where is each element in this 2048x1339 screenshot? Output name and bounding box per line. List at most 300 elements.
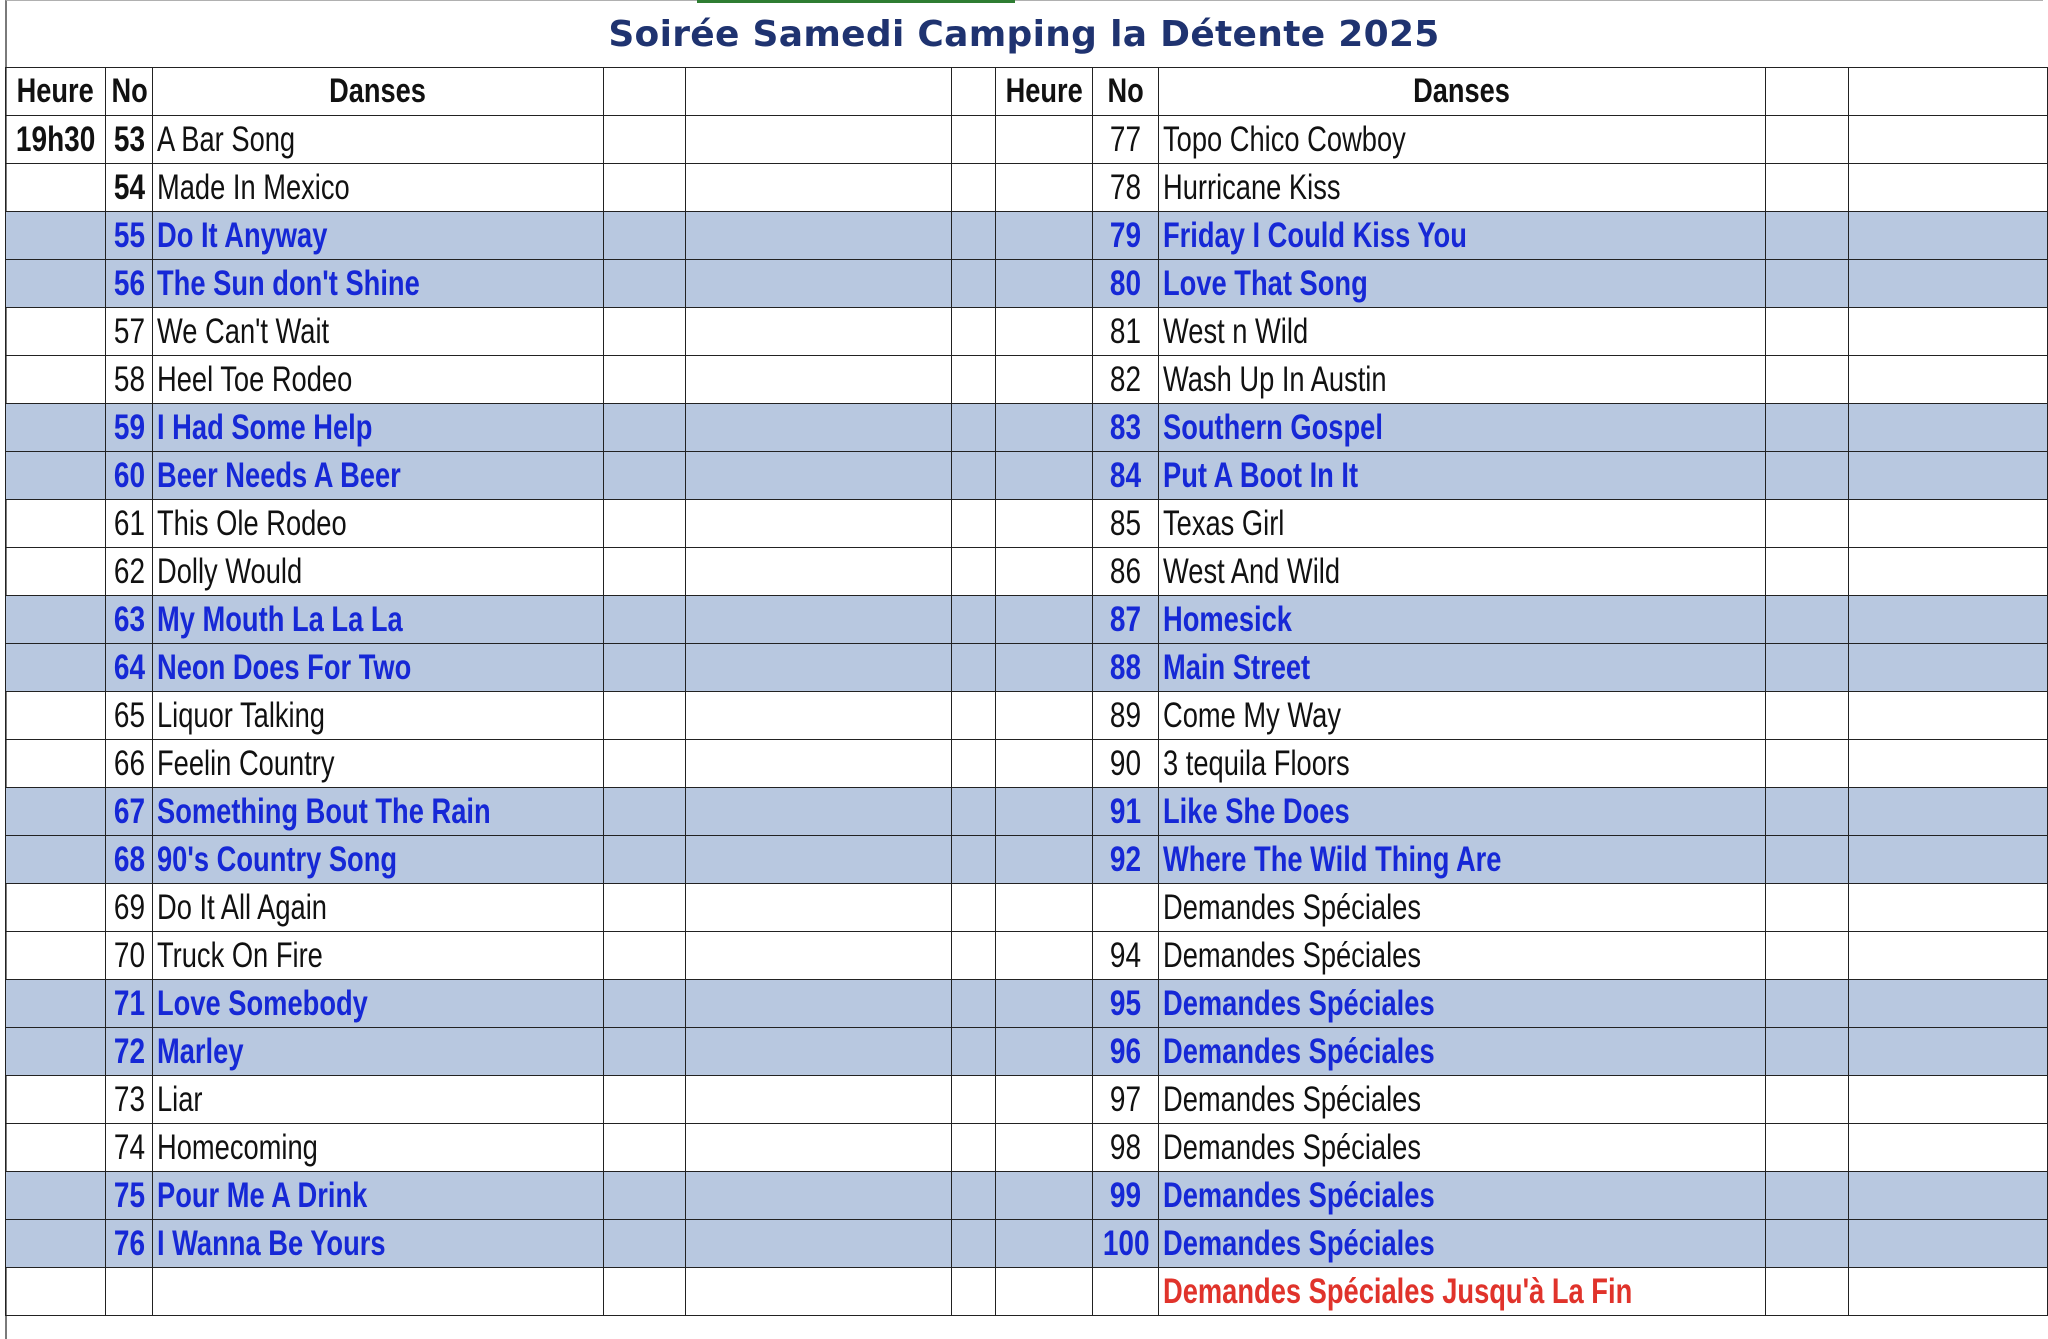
blank-cell[interactable] — [1765, 548, 1848, 596]
number-cell-right[interactable]: 82 — [1093, 356, 1159, 404]
blank-cell[interactable] — [603, 452, 685, 500]
gap-cell[interactable] — [952, 1220, 996, 1268]
time-cell-left[interactable] — [6, 308, 106, 356]
blank-cell[interactable] — [1848, 500, 2047, 548]
blank-cell[interactable] — [686, 1268, 952, 1316]
number-cell-right[interactable]: 90 — [1093, 740, 1159, 788]
time-cell-left[interactable] — [6, 1076, 106, 1124]
blank-cell[interactable] — [1765, 644, 1848, 692]
gap-cell[interactable] — [952, 836, 996, 884]
number-cell-left[interactable]: 73 — [106, 1076, 153, 1124]
header-no-left: No — [106, 68, 153, 116]
time-cell-left[interactable] — [6, 692, 106, 740]
number-cell-left[interactable]: 75 — [106, 1172, 153, 1220]
dance-cell-right[interactable]: Southern Gospel — [1159, 404, 1766, 452]
time-cell-right[interactable] — [995, 1076, 1092, 1124]
blank-cell[interactable] — [1848, 644, 2047, 692]
time-cell-left[interactable] — [6, 740, 106, 788]
blank-cell[interactable] — [1848, 1268, 2047, 1316]
blank-cell[interactable] — [603, 980, 685, 1028]
time-cell-right[interactable] — [995, 884, 1092, 932]
blank-cell[interactable] — [1848, 1076, 2047, 1124]
blank-cell[interactable] — [1765, 116, 1848, 164]
number-cell-left[interactable]: 64 — [106, 644, 153, 692]
header-no-right: No — [1093, 68, 1159, 116]
dance-cell-right[interactable]: Demandes Spéciales — [1159, 1028, 1766, 1076]
gap-cell[interactable] — [952, 308, 996, 356]
blank-cell[interactable] — [686, 548, 952, 596]
blank-cell[interactable] — [1848, 1220, 2047, 1268]
number-cell-right[interactable]: 79 — [1093, 212, 1159, 260]
time-cell-right[interactable] — [995, 404, 1092, 452]
table-row — [6, 740, 2048, 788]
dance-cell-right[interactable]: Put A Boot In It — [1159, 452, 1766, 500]
blank-cell[interactable] — [1765, 1028, 1848, 1076]
time-cell-right[interactable] — [995, 116, 1092, 164]
gap-cell[interactable] — [952, 1124, 996, 1172]
gap-cell[interactable] — [952, 596, 996, 644]
blank-cell[interactable] — [1765, 404, 1848, 452]
time-cell-left[interactable] — [6, 644, 106, 692]
gap-cell[interactable] — [952, 452, 996, 500]
time-cell-left[interactable] — [6, 884, 106, 932]
blank-cell[interactable] — [1848, 1028, 2047, 1076]
gap-cell[interactable] — [952, 212, 996, 260]
number-cell-left[interactable]: 60 — [106, 452, 153, 500]
dance-cell-left[interactable]: I Had Some Help — [153, 404, 604, 452]
dance-cell-right[interactable]: Homesick — [1159, 596, 1766, 644]
dance-cell-left[interactable]: Do It All Again — [153, 884, 604, 932]
time-cell-right[interactable] — [995, 500, 1092, 548]
number-cell-right[interactable]: 77 — [1093, 116, 1159, 164]
gap-cell[interactable] — [952, 1076, 996, 1124]
dance-cell-left[interactable]: Made In Mexico — [153, 164, 604, 212]
blank-cell[interactable] — [603, 116, 685, 164]
time-cell-left[interactable] — [6, 596, 106, 644]
number-cell-left[interactable]: 68 — [106, 836, 153, 884]
number-cell-left[interactable]: 61 — [106, 500, 153, 548]
table-row — [6, 788, 2048, 836]
dance-cell-right[interactable]: West n Wild — [1159, 308, 1766, 356]
gap-cell[interactable] — [952, 788, 996, 836]
blank-cell[interactable] — [1848, 740, 2047, 788]
table-row — [6, 884, 2048, 932]
blank-cell[interactable] — [603, 212, 685, 260]
dance-cell-left[interactable]: Liquor Talking — [153, 692, 604, 740]
time-cell-left[interactable] — [6, 452, 106, 500]
blank-cell[interactable] — [1848, 308, 2047, 356]
blank-cell[interactable] — [603, 788, 685, 836]
blank-cell[interactable] — [1848, 836, 2047, 884]
dance-cell-right[interactable]: Topo Chico Cowboy — [1159, 116, 1766, 164]
dance-cell-right[interactable]: Demandes Spéciales — [1159, 1172, 1766, 1220]
table-row — [6, 692, 2048, 740]
blank-cell[interactable] — [686, 1124, 952, 1172]
time-cell-left[interactable] — [6, 356, 106, 404]
time-cell-left[interactable] — [6, 836, 106, 884]
time-cell-right[interactable] — [995, 740, 1092, 788]
dance-cell-right[interactable]: Demandes Spéciales — [1159, 980, 1766, 1028]
gap-cell[interactable] — [952, 644, 996, 692]
dance-cell-right[interactable]: Demandes Spéciales — [1159, 1124, 1766, 1172]
time-cell-right[interactable] — [995, 260, 1092, 308]
dance-schedule-table — [5, 67, 2048, 1316]
blank-cell[interactable] — [686, 308, 952, 356]
blank-cell[interactable] — [686, 932, 952, 980]
header-blank-2 — [686, 68, 952, 116]
blank-cell[interactable] — [686, 1220, 952, 1268]
blank-cell[interactable] — [1848, 164, 2047, 212]
gap-cell[interactable] — [952, 884, 996, 932]
dance-cell-left[interactable]: Dolly Would — [153, 548, 604, 596]
table-row — [6, 452, 2048, 500]
blank-cell[interactable] — [686, 1028, 952, 1076]
blank-cell[interactable] — [1848, 260, 2047, 308]
number-cell-left[interactable]: 57 — [106, 308, 153, 356]
dance-cell-right[interactable]: Demandes Spéciales — [1159, 932, 1766, 980]
blank-cell[interactable] — [603, 884, 685, 932]
number-cell-left[interactable]: 69 — [106, 884, 153, 932]
dance-cell-right[interactable]: Main Street — [1159, 644, 1766, 692]
gap-cell[interactable] — [952, 1268, 996, 1316]
dance-cell-right[interactable]: 3 tequila Floors — [1159, 740, 1766, 788]
time-cell-left[interactable] — [6, 932, 106, 980]
dance-cell-left[interactable]: Heel Toe Rodeo — [153, 356, 604, 404]
time-cell-left[interactable] — [6, 164, 106, 212]
blank-cell[interactable] — [603, 1076, 685, 1124]
dance-cell-left[interactable]: Marley — [153, 1028, 604, 1076]
dance-cell-left[interactable]: Love Somebody — [153, 980, 604, 1028]
time-cell-left[interactable] — [6, 788, 106, 836]
blank-cell[interactable] — [686, 500, 952, 548]
time-cell-right[interactable] — [995, 836, 1092, 884]
blank-cell[interactable] — [1765, 452, 1848, 500]
table-row — [6, 308, 2048, 356]
dance-cell-right[interactable]: Hurricane Kiss — [1159, 164, 1766, 212]
blank-cell[interactable] — [686, 212, 952, 260]
blank-cell[interactable] — [686, 404, 952, 452]
gap-cell[interactable] — [952, 932, 996, 980]
dance-cell-left[interactable]: Beer Needs A Beer — [153, 452, 604, 500]
number-cell-right[interactable]: 87 — [1093, 596, 1159, 644]
number-cell-right[interactable]: 83 — [1093, 404, 1159, 452]
blank-cell[interactable] — [1765, 212, 1848, 260]
number-cell-right[interactable]: 78 — [1093, 164, 1159, 212]
dance-cell-left[interactable]: Truck On Fire — [153, 932, 604, 980]
table-row — [6, 164, 2048, 212]
dance-cell-right[interactable]: Come My Way — [1159, 692, 1766, 740]
dance-cell-left[interactable]: 90's Country Song — [153, 836, 604, 884]
number-cell-left[interactable]: 67 — [106, 788, 153, 836]
blank-cell[interactable] — [1848, 212, 2047, 260]
blank-cell[interactable] — [603, 404, 685, 452]
blank-cell[interactable] — [686, 692, 952, 740]
time-cell-right[interactable] — [995, 980, 1092, 1028]
header-heure-left: Heure — [6, 68, 106, 116]
number-cell-right[interactable]: 92 — [1093, 836, 1159, 884]
time-cell-right[interactable] — [995, 548, 1092, 596]
blank-cell[interactable] — [603, 1268, 685, 1316]
blank-cell[interactable] — [603, 1124, 685, 1172]
dance-cell-left[interactable]: Pour Me A Drink — [153, 1172, 604, 1220]
dance-cell-right[interactable]: Texas Girl — [1159, 500, 1766, 548]
number-cell-right[interactable]: 100 — [1093, 1220, 1159, 1268]
table-row — [6, 836, 2048, 884]
dance-cell-left[interactable]: The Sun don't Shine — [153, 260, 604, 308]
blank-cell[interactable] — [1765, 164, 1848, 212]
time-cell-left[interactable] — [6, 1172, 106, 1220]
number-cell-right[interactable]: 89 — [1093, 692, 1159, 740]
table-row — [6, 356, 2048, 404]
header-blank-3 — [1765, 68, 1848, 116]
blank-cell[interactable] — [1765, 500, 1848, 548]
time-cell-right[interactable] — [995, 596, 1092, 644]
dance-cell-right[interactable]: Demandes Spéciales — [1159, 1076, 1766, 1124]
dance-cell-right[interactable]: Wash Up In Austin — [1159, 356, 1766, 404]
number-cell-left[interactable] — [106, 1268, 153, 1316]
page-title: Soirée Samedi Camping la Détente 2025 — [608, 14, 1440, 55]
gap-cell[interactable] — [952, 980, 996, 1028]
blank-cell[interactable] — [603, 548, 685, 596]
blank-cell[interactable] — [686, 164, 952, 212]
dance-cell-left[interactable]: My Mouth La La La — [153, 596, 604, 644]
blank-cell[interactable] — [1765, 932, 1848, 980]
time-cell-right[interactable] — [995, 1028, 1092, 1076]
dance-cell-left[interactable]: Feelin Country — [153, 740, 604, 788]
number-cell-left[interactable]: 63 — [106, 596, 153, 644]
dance-cell-right[interactable]: Demandes Spéciales — [1159, 884, 1766, 932]
gap-cell[interactable] — [952, 260, 996, 308]
blank-cell[interactable] — [1765, 1076, 1848, 1124]
time-cell-right[interactable] — [995, 212, 1092, 260]
number-cell-right[interactable]: 94 — [1093, 932, 1159, 980]
blank-cell[interactable] — [603, 308, 685, 356]
blank-cell[interactable] — [1765, 740, 1848, 788]
number-cell-left[interactable]: 62 — [106, 548, 153, 596]
number-cell-left[interactable]: 76 — [106, 1220, 153, 1268]
gap-cell[interactable] — [952, 1172, 996, 1220]
time-cell-left[interactable] — [6, 212, 106, 260]
number-cell-right[interactable]: 86 — [1093, 548, 1159, 596]
blank-cell[interactable] — [1765, 836, 1848, 884]
time-cell-left[interactable] — [6, 1124, 106, 1172]
blank-cell[interactable] — [1848, 116, 2047, 164]
blank-cell[interactable] — [603, 596, 685, 644]
dance-cell-left[interactable]: Something Bout The Rain — [153, 788, 604, 836]
number-cell-left[interactable]: 54 — [106, 164, 153, 212]
number-cell-left[interactable]: 55 — [106, 212, 153, 260]
blank-cell[interactable] — [603, 356, 685, 404]
time-cell-left[interactable] — [6, 500, 106, 548]
time-cell-right[interactable] — [995, 164, 1092, 212]
dance-cell-left[interactable]: Neon Does For Two — [153, 644, 604, 692]
blank-cell[interactable] — [686, 596, 952, 644]
blank-cell[interactable] — [603, 1172, 685, 1220]
blank-cell[interactable] — [686, 788, 952, 836]
number-cell-left[interactable]: 58 — [106, 356, 153, 404]
number-cell-left[interactable]: 71 — [106, 980, 153, 1028]
header-danses-right: Danses — [1159, 68, 1766, 116]
time-cell-left[interactable] — [6, 260, 106, 308]
time-cell-left[interactable] — [6, 980, 106, 1028]
dance-cell-left[interactable]: Homecoming — [153, 1124, 604, 1172]
blank-cell[interactable] — [1765, 1172, 1848, 1220]
table-row — [6, 404, 2048, 452]
dance-cell-right[interactable]: Where The Wild Thing Are — [1159, 836, 1766, 884]
gap-cell[interactable] — [952, 1028, 996, 1076]
time-cell-right[interactable] — [995, 1268, 1092, 1316]
blank-cell[interactable] — [1765, 1220, 1848, 1268]
time-cell-left[interactable] — [6, 548, 106, 596]
blank-cell[interactable] — [1848, 980, 2047, 1028]
blank-cell[interactable] — [1848, 884, 2047, 932]
blank-cell[interactable] — [1848, 452, 2047, 500]
blank-cell[interactable] — [1765, 260, 1848, 308]
time-cell-left[interactable] — [6, 1268, 106, 1316]
blank-cell[interactable] — [1848, 596, 2047, 644]
blank-cell[interactable] — [1765, 596, 1848, 644]
time-cell-right[interactable] — [995, 1220, 1092, 1268]
gap-cell[interactable] — [952, 548, 996, 596]
blank-cell[interactable] — [686, 1172, 952, 1220]
time-cell-right[interactable] — [995, 1172, 1092, 1220]
time-cell-left[interactable] — [6, 1028, 106, 1076]
blank-cell[interactable] — [686, 884, 952, 932]
time-cell-right[interactable] — [995, 1124, 1092, 1172]
table-row — [6, 644, 2048, 692]
time-cell-right[interactable] — [995, 932, 1092, 980]
number-cell-right[interactable]: 97 — [1093, 1076, 1159, 1124]
table-row — [6, 1220, 2048, 1268]
time-cell-left[interactable] — [6, 1220, 106, 1268]
dance-cell-left[interactable]: Liar — [153, 1076, 604, 1124]
number-cell-left[interactable]: 66 — [106, 740, 153, 788]
blank-cell[interactable] — [1765, 308, 1848, 356]
gap-cell[interactable] — [952, 740, 996, 788]
blank-cell[interactable] — [686, 1076, 952, 1124]
number-cell-left[interactable]: 59 — [106, 404, 153, 452]
blank-cell[interactable] — [686, 452, 952, 500]
blank-cell[interactable] — [1848, 1172, 2047, 1220]
blank-cell[interactable] — [603, 260, 685, 308]
dance-cell-left[interactable] — [153, 1268, 604, 1316]
blank-cell[interactable] — [686, 836, 952, 884]
blank-cell[interactable] — [1848, 788, 2047, 836]
number-cell-left[interactable]: 70 — [106, 932, 153, 980]
number-cell-left[interactable]: 65 — [106, 692, 153, 740]
blank-cell[interactable] — [1848, 356, 2047, 404]
table-row — [6, 932, 2048, 980]
table-row — [6, 1028, 2048, 1076]
number-cell-right[interactable]: 96 — [1093, 1028, 1159, 1076]
blank-cell[interactable] — [686, 356, 952, 404]
blank-cell[interactable] — [603, 740, 685, 788]
blank-cell[interactable] — [1848, 932, 2047, 980]
number-cell-right[interactable]: 91 — [1093, 788, 1159, 836]
blank-cell[interactable] — [603, 836, 685, 884]
blank-cell[interactable] — [686, 260, 952, 308]
dance-cell-left[interactable]: Do It Anyway — [153, 212, 604, 260]
number-cell-left[interactable]: 74 — [106, 1124, 153, 1172]
gap-cell[interactable] — [952, 692, 996, 740]
dance-cell-left[interactable]: I Wanna Be Yours — [153, 1220, 604, 1268]
blank-cell[interactable] — [1848, 692, 2047, 740]
blank-cell[interactable] — [603, 644, 685, 692]
blank-cell[interactable] — [1848, 548, 2047, 596]
blank-cell[interactable] — [686, 116, 952, 164]
blank-cell[interactable] — [1765, 980, 1848, 1028]
blank-cell[interactable] — [1848, 404, 2047, 452]
number-cell-right[interactable]: 80 — [1093, 260, 1159, 308]
number-cell-right[interactable]: 99 — [1093, 1172, 1159, 1220]
number-cell-left[interactable]: 53 — [106, 116, 153, 164]
dance-cell-right[interactable]: Demandes Spéciales — [1159, 1220, 1766, 1268]
dance-cell-right[interactable]: Demandes Spéciales Jusqu'à La Fin — [1159, 1268, 1766, 1316]
time-cell-left[interactable]: 19h30 — [6, 116, 106, 164]
dance-cell-left[interactable]: This Ole Rodeo — [153, 500, 604, 548]
number-cell-right[interactable]: 81 — [1093, 308, 1159, 356]
blank-cell[interactable] — [1848, 1124, 2047, 1172]
dance-cell-right[interactable]: Like She Does — [1159, 788, 1766, 836]
time-cell-right[interactable] — [995, 692, 1092, 740]
blank-cell[interactable] — [1765, 1124, 1848, 1172]
blank-cell[interactable] — [686, 644, 952, 692]
blank-cell[interactable] — [603, 692, 685, 740]
time-cell-right[interactable] — [995, 452, 1092, 500]
blank-cell[interactable] — [1765, 788, 1848, 836]
number-cell-left[interactable]: 72 — [106, 1028, 153, 1076]
time-cell-left[interactable] — [6, 404, 106, 452]
number-cell-right[interactable] — [1093, 884, 1159, 932]
dance-cell-left[interactable]: We Can't Wait — [153, 308, 604, 356]
blank-cell[interactable] — [1765, 1268, 1848, 1316]
time-cell-right[interactable] — [995, 644, 1092, 692]
blank-cell[interactable] — [1765, 884, 1848, 932]
blank-cell[interactable] — [603, 164, 685, 212]
number-cell-right[interactable]: 95 — [1093, 980, 1159, 1028]
blank-cell[interactable] — [603, 500, 685, 548]
time-cell-right[interactable] — [995, 356, 1092, 404]
blank-cell[interactable] — [1765, 356, 1848, 404]
selection-marker — [697, 0, 1015, 3]
dance-cell-right[interactable]: Love That Song — [1159, 260, 1766, 308]
gap-cell[interactable] — [952, 356, 996, 404]
dance-cell-right[interactable]: Friday I Could Kiss You — [1159, 212, 1766, 260]
blank-cell[interactable] — [603, 932, 685, 980]
blank-cell[interactable] — [686, 740, 952, 788]
time-cell-right[interactable] — [995, 308, 1092, 356]
gap-cell[interactable] — [952, 116, 996, 164]
gap-cell[interactable] — [952, 404, 996, 452]
number-cell-right[interactable]: 88 — [1093, 644, 1159, 692]
blank-cell[interactable] — [603, 1220, 685, 1268]
blank-cell[interactable] — [1765, 692, 1848, 740]
gap-cell[interactable] — [952, 164, 996, 212]
number-cell-right[interactable]: 84 — [1093, 452, 1159, 500]
number-cell-right[interactable]: 85 — [1093, 500, 1159, 548]
time-cell-right[interactable] — [995, 788, 1092, 836]
number-cell-right[interactable] — [1093, 1268, 1159, 1316]
gap-cell[interactable] — [952, 500, 996, 548]
blank-cell[interactable] — [686, 980, 952, 1028]
number-cell-left[interactable]: 56 — [106, 260, 153, 308]
dance-cell-right[interactable]: West And Wild — [1159, 548, 1766, 596]
table-row — [6, 1172, 2048, 1220]
blank-cell[interactable] — [603, 1028, 685, 1076]
header-blank-1 — [603, 68, 685, 116]
dance-cell-left[interactable]: A Bar Song — [153, 116, 604, 164]
number-cell-right[interactable]: 98 — [1093, 1124, 1159, 1172]
